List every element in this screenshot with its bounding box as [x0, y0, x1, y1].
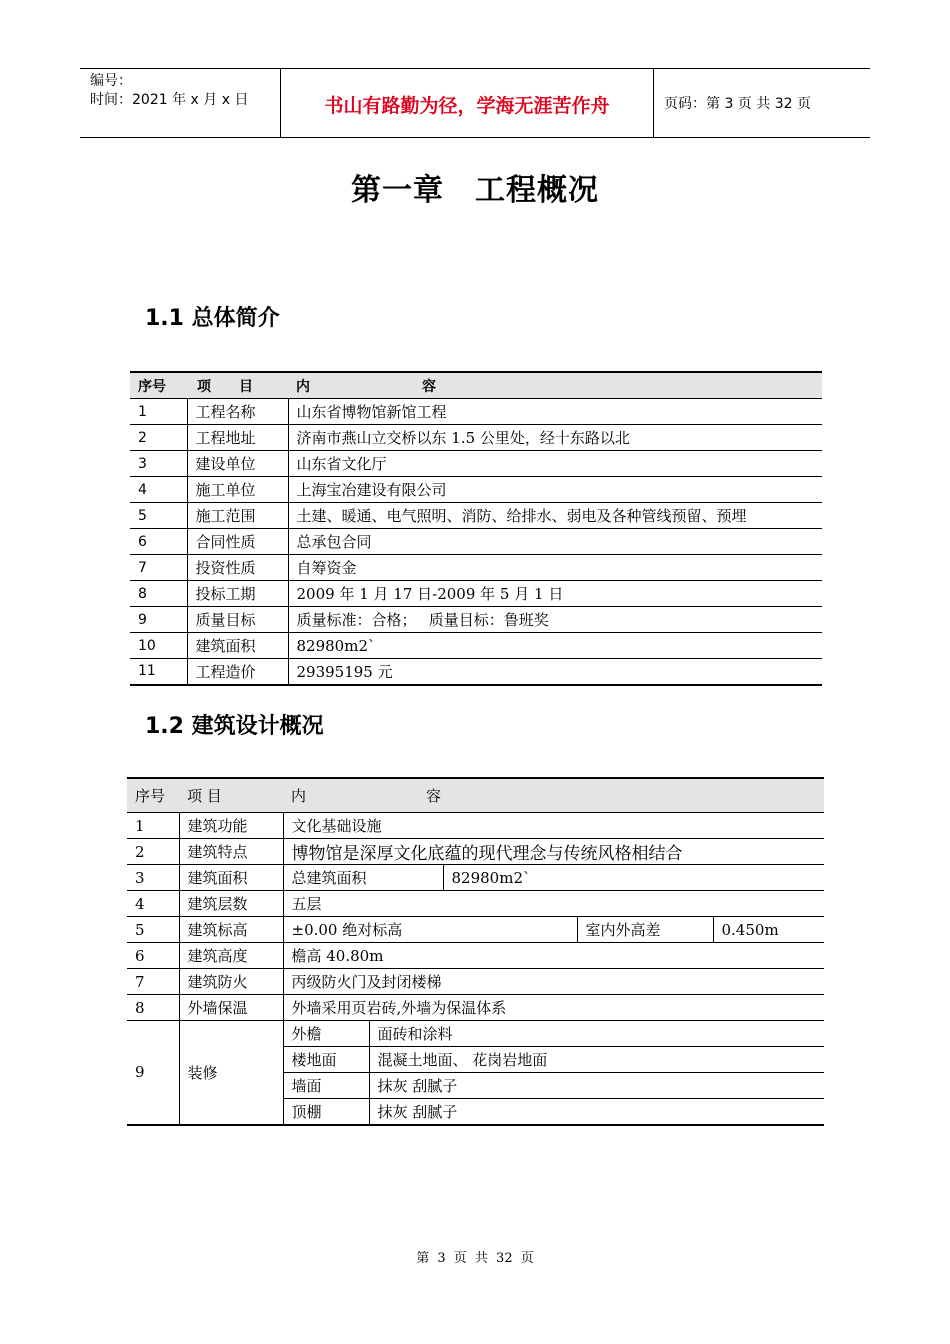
table-row	[127, 995, 824, 1021]
table-row	[127, 943, 824, 969]
header-time: 时间：2021 年 x 月 x 日	[90, 92, 249, 108]
decoration-part: 墙面	[283, 1073, 369, 1099]
row-no: 2	[127, 839, 179, 865]
row-no: 3	[127, 865, 179, 891]
row-item: 建筑标高	[179, 917, 283, 943]
table-row	[130, 607, 822, 633]
page-header	[80, 68, 870, 138]
col-header-no: 序号	[130, 372, 187, 399]
row-content: 外墙采用页岩砖,外墙为保温体系	[283, 995, 824, 1021]
row-label: 室内外高差	[577, 917, 713, 943]
table-row	[127, 839, 824, 865]
row-item: 建筑面积	[179, 865, 283, 891]
row-content: 29395195 元	[288, 659, 822, 685]
row-item: 质量目标	[187, 607, 288, 633]
row-content: 山东省博物馆新馆工程	[288, 399, 822, 425]
row-no: 6	[127, 943, 179, 969]
page-footer: 第 3 页 共 32 页	[416, 1251, 534, 1266]
row-no: 9	[130, 607, 187, 633]
row-content: 山东省文化厅	[288, 451, 822, 477]
row-no: 8	[130, 581, 187, 607]
row-content: 博物馆是深厚文化底蕴的现代理念与传统风格相结合	[283, 839, 824, 865]
row-no: 1	[130, 399, 187, 425]
row-item: 投标工期	[187, 581, 288, 607]
row-no: 7	[127, 969, 179, 995]
table-row	[130, 659, 822, 685]
row-item: 建设单位	[187, 451, 288, 477]
table-row	[127, 917, 824, 943]
row-no: 4	[127, 891, 179, 917]
decoration-part: 顶棚	[283, 1099, 369, 1125]
table-row	[130, 633, 822, 659]
row-content: 总承包合同	[288, 529, 822, 555]
row-no: 11	[130, 659, 187, 685]
decoration-part: 外檐	[283, 1021, 369, 1047]
table-row	[127, 891, 824, 917]
table-row	[130, 399, 822, 425]
row-item: 装修	[179, 1021, 283, 1125]
row-item: 施工范围	[187, 503, 288, 529]
design-table	[127, 777, 824, 1126]
table-row	[127, 813, 824, 839]
row-no: 7	[130, 555, 187, 581]
table-header-row	[127, 778, 824, 813]
table-row	[127, 1021, 824, 1047]
row-content: 上海宝冶建设有限公司	[288, 477, 822, 503]
row-item: 投资性质	[187, 555, 288, 581]
row-no: 5	[127, 917, 179, 943]
row-item: 建筑功能	[179, 813, 283, 839]
row-item: 建筑高度	[179, 943, 283, 969]
chapter-title: 第一章 工程概况	[351, 173, 599, 208]
table-header-row	[130, 372, 822, 399]
row-no: 10	[130, 633, 187, 659]
row-item: 工程造价	[187, 659, 288, 685]
row-value: 0.450m	[713, 917, 824, 943]
row-no: 4	[130, 477, 187, 503]
table-row	[127, 969, 824, 995]
col-header-content: 内 容	[288, 372, 822, 399]
row-item: 建筑面积	[187, 633, 288, 659]
overview-table	[130, 371, 822, 686]
row-item: 建筑特点	[179, 839, 283, 865]
table-row	[127, 865, 824, 891]
table-row	[130, 555, 822, 581]
table-row	[130, 425, 822, 451]
header-motto: 书山有路勤为径，学海无涯苦作舟	[281, 69, 654, 137]
header-number: 编号：	[90, 73, 132, 89]
row-no: 8	[127, 995, 179, 1021]
header-meta	[80, 69, 281, 137]
row-content: 质量标准：合格； 质量目标：鲁班奖	[288, 607, 822, 633]
header-page-number: 页码：第 3 页 共 32 页	[664, 96, 811, 112]
row-item: 工程地址	[187, 425, 288, 451]
row-item: 建筑层数	[179, 891, 283, 917]
row-content: 丙级防火门及封闭楼梯	[283, 969, 824, 995]
row-item: 合同性质	[187, 529, 288, 555]
row-item: 施工单位	[187, 477, 288, 503]
col-header-item: 项 目	[187, 372, 288, 399]
decoration-desc: 抹灰 刮腻子	[369, 1099, 824, 1125]
row-content: 自筹资金	[288, 555, 822, 581]
row-content: 檐高 40.80m	[283, 943, 824, 969]
row-content: 五层	[283, 891, 824, 917]
row-no: 3	[130, 451, 187, 477]
row-item: 建筑防火	[179, 969, 283, 995]
section-title-1: 1.1 总体简介	[145, 306, 280, 331]
row-item: 外墙保温	[179, 995, 283, 1021]
row-content: 文化基础设施	[283, 813, 824, 839]
table-row	[130, 529, 822, 555]
decoration-desc: 面砖和涂料	[369, 1021, 824, 1047]
row-value: 82980m2`	[443, 865, 824, 891]
row-content: 82980m2`	[288, 633, 822, 659]
table-row	[130, 451, 822, 477]
table-row	[130, 581, 822, 607]
row-no: 1	[127, 813, 179, 839]
decoration-part: 楼地面	[283, 1047, 369, 1073]
table-row	[130, 477, 822, 503]
decoration-desc: 混凝土地面、 花岗岩地面	[369, 1047, 824, 1073]
col-header-no: 序号	[127, 778, 179, 813]
row-item: 工程名称	[187, 399, 288, 425]
row-content: ±0.00 绝对标高	[283, 917, 577, 943]
row-content: 济南市燕山立交桥以东 1.5 公里处，经十东路以北	[288, 425, 822, 451]
decoration-desc: 抹灰 刮腻子	[369, 1073, 824, 1099]
section-title-2: 1.2 建筑设计概况	[145, 714, 324, 739]
table-row	[130, 503, 822, 529]
row-content: 2009 年 1 月 17 日-2009 年 5 月 1 日	[288, 581, 822, 607]
row-label: 总建筑面积	[283, 865, 443, 891]
row-no: 9	[127, 1021, 179, 1125]
row-no: 2	[130, 425, 187, 451]
row-no: 6	[130, 529, 187, 555]
row-no: 5	[130, 503, 187, 529]
col-header-item: 项 目	[179, 778, 283, 813]
row-content: 土建、暖通、电气照明、消防、给排水、弱电及各种管线预留、预埋	[288, 503, 822, 529]
col-header-content: 内 容	[283, 778, 824, 813]
